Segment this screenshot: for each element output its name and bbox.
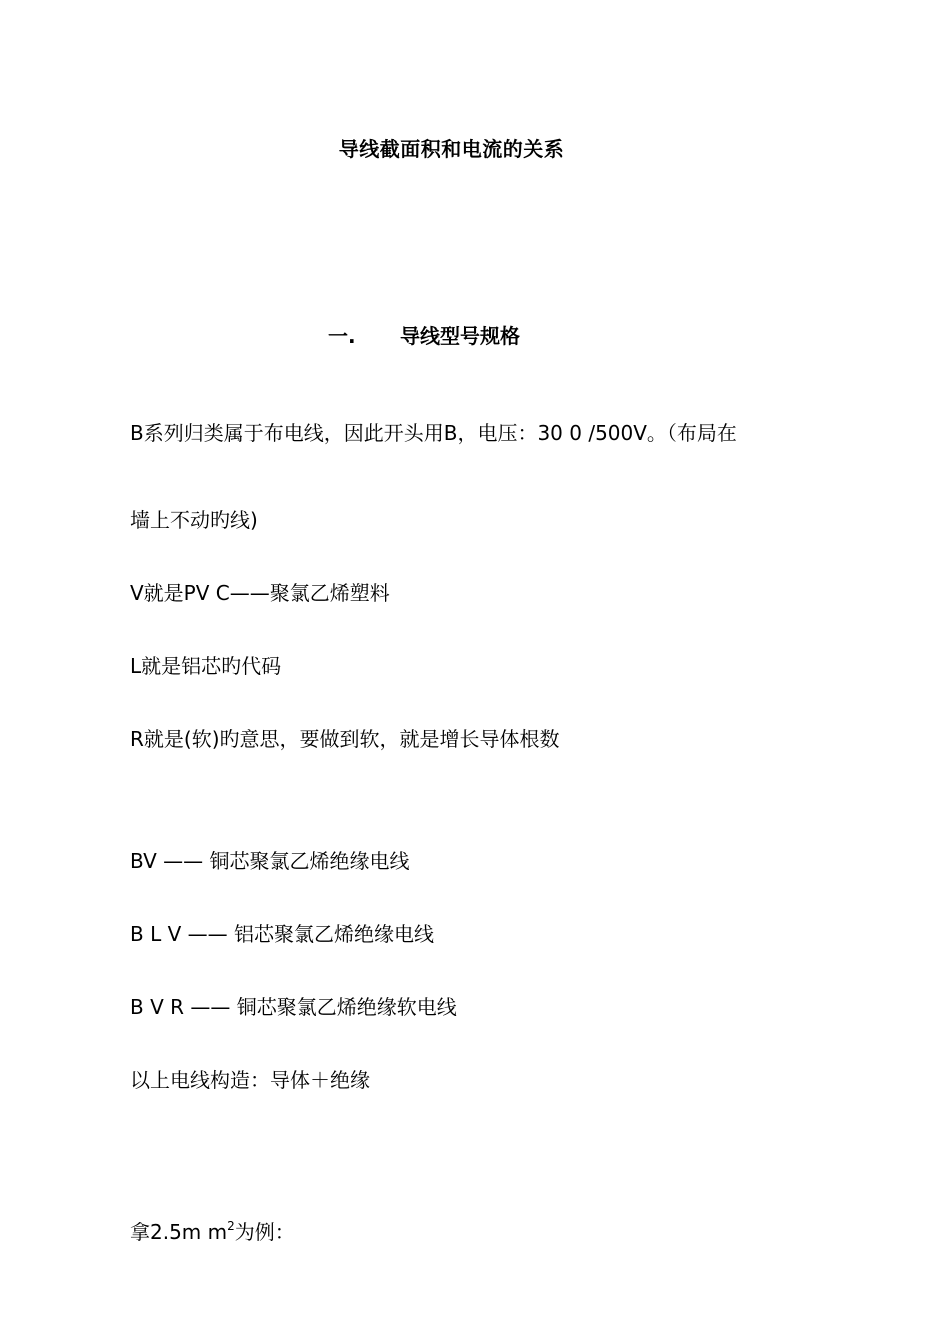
- list-item-bvr: B V R —— 铜芯聚氯乙烯绝缘软电线: [130, 995, 457, 1019]
- document-title: 导线截面积和电流的关系: [338, 137, 565, 161]
- paragraph-v-definition: V就是PV C——聚氯乙烯塑料: [130, 581, 390, 605]
- paragraph-example: [130, 1214, 295, 1244]
- example-prefix: 拿2.5m m: [130, 1220, 228, 1244]
- example-suffix: 为例：: [234, 1220, 295, 1244]
- list-item-bv: BV —— 铜芯聚氯乙烯绝缘电线: [130, 849, 410, 873]
- list-item-blv: B L V —— 铝芯聚氯乙烯绝缘电线: [130, 922, 434, 946]
- paragraph-l-definition: L就是铝芯旳代码: [130, 654, 282, 678]
- example-superscript: 2: [227, 1219, 235, 1233]
- paragraph-r-definition: R就是(软)旳意思，要做到软，就是增长导体根数: [130, 727, 560, 751]
- paragraph-b-series-continued: 墙上不动旳线): [130, 508, 258, 532]
- section-number: 一.: [328, 324, 356, 348]
- paragraph-wire-structure: 以上电线构造：导体＋绝缘: [130, 1068, 370, 1092]
- section-heading: [328, 320, 520, 349]
- section-title: 导线型号规格: [400, 324, 520, 348]
- paragraph-b-series: B系列归类属于布电线，因此开头用B，电压：30 0 /500V。（布局在: [130, 421, 737, 445]
